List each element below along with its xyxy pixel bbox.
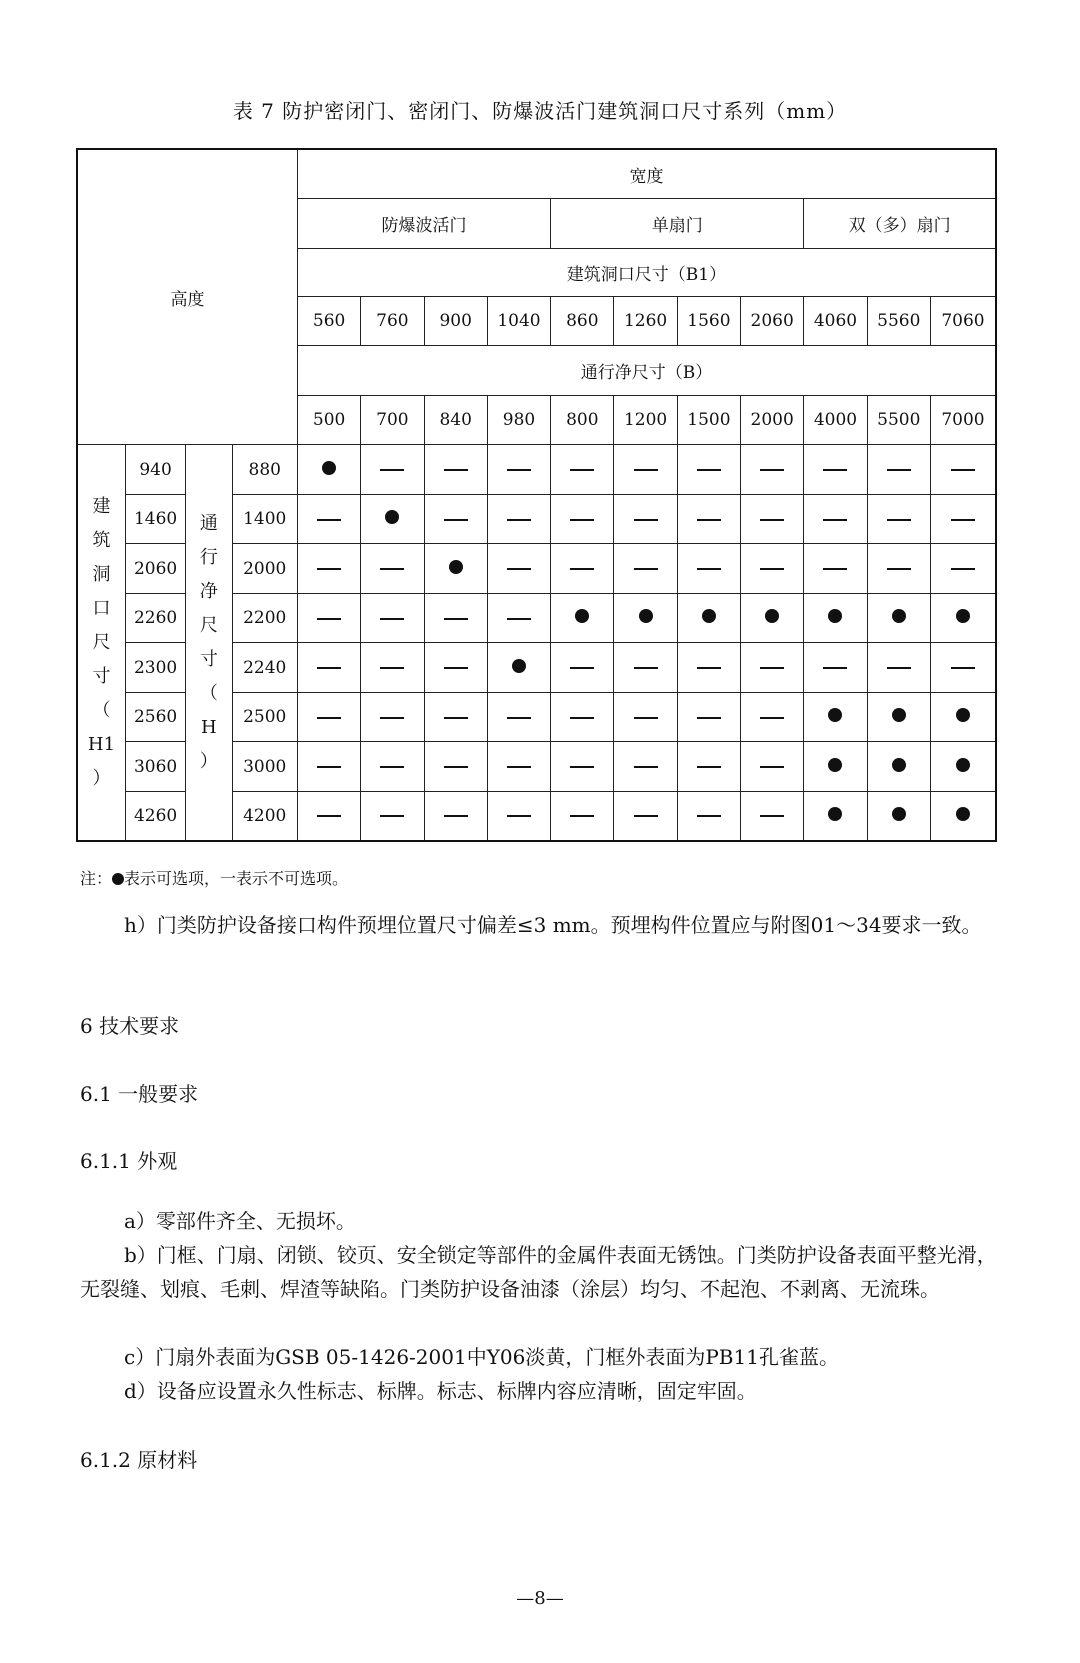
selectable-dot-icon	[828, 708, 842, 722]
not-selectable-dash-icon	[570, 469, 594, 471]
option-cell	[930, 742, 996, 792]
not-selectable-dash-icon	[887, 519, 911, 521]
option-cell	[930, 494, 996, 544]
h1-value: 3060	[126, 742, 186, 792]
option-cell	[804, 445, 867, 495]
selectable-dot-icon	[385, 510, 399, 524]
selectable-dot-icon	[956, 758, 970, 772]
option-cell	[551, 593, 614, 643]
height-header: 高度	[77, 149, 297, 445]
not-selectable-dash-icon	[823, 568, 847, 570]
option-cell	[804, 643, 867, 693]
h1-value: 1460	[126, 494, 186, 544]
h-label-char: （	[199, 682, 218, 704]
option-cell	[297, 593, 360, 643]
option-cell	[741, 742, 804, 792]
b1-value: 5560	[867, 296, 930, 346]
not-selectable-dash-icon	[507, 519, 531, 521]
h-axis-label	[186, 445, 232, 841]
option-cell	[297, 692, 360, 742]
option-cell	[677, 544, 740, 594]
not-selectable-dash-icon	[697, 766, 721, 768]
not-selectable-dash-icon	[760, 766, 784, 768]
h-label-char: 行	[199, 546, 218, 568]
h-label-char: 尺	[199, 614, 218, 636]
option-cell	[487, 791, 550, 841]
option-cell	[677, 593, 740, 643]
h-label-char: ）	[199, 750, 218, 772]
option-cell	[487, 445, 550, 495]
b1-value: 900	[424, 296, 487, 346]
not-selectable-dash-icon	[317, 766, 341, 768]
option-cell	[741, 544, 804, 594]
selectable-dot-icon	[828, 758, 842, 772]
not-selectable-dash-icon	[887, 568, 911, 570]
option-cell	[930, 791, 996, 841]
b-value: 7000	[930, 395, 996, 445]
not-selectable-dash-icon	[697, 815, 721, 817]
not-selectable-dash-icon	[507, 815, 531, 817]
option-cell	[867, 742, 930, 792]
selectable-dot-icon	[828, 807, 842, 821]
option-cell	[804, 544, 867, 594]
option-cell	[677, 494, 740, 544]
option-cell	[867, 692, 930, 742]
option-cell	[804, 593, 867, 643]
paragraph-h-text: h）门类防护设备接口构件预埋位置尺寸偏差≤3 mm。预埋构件位置应与附图01～34要求一致。	[124, 913, 982, 937]
selectable-dot-icon	[765, 609, 779, 623]
selectable-dot-icon	[702, 609, 716, 623]
option-cell	[867, 643, 930, 693]
selectable-dot-icon	[112, 873, 124, 885]
b-value: 1500	[677, 395, 740, 445]
not-selectable-dash-icon	[634, 815, 658, 817]
option-cell	[361, 544, 424, 594]
not-selectable-dash-icon	[634, 667, 658, 669]
b1-value: 1260	[614, 296, 677, 346]
not-selectable-dash-icon	[444, 766, 468, 768]
not-selectable-dash-icon	[380, 766, 404, 768]
not-selectable-dash-icon	[507, 717, 531, 719]
b-value: 980	[487, 395, 550, 445]
option-cell	[551, 445, 614, 495]
option-cell	[424, 742, 487, 792]
not-selectable-dash-icon	[697, 717, 721, 719]
option-cell	[297, 791, 360, 841]
h1-label-char: 寸	[92, 665, 111, 687]
not-selectable-dash-icon	[380, 815, 404, 817]
option-cell	[614, 692, 677, 742]
not-selectable-dash-icon	[760, 667, 784, 669]
b-value: 5500	[867, 395, 930, 445]
b1-value: 560	[297, 296, 360, 346]
option-cell	[614, 643, 677, 693]
not-selectable-dash-icon	[760, 469, 784, 471]
selectable-dot-icon	[892, 609, 906, 623]
table-note	[80, 866, 348, 889]
option-cell	[677, 742, 740, 792]
item-c: c）门扇外表面为GSB 05-1426-2001中Y06淡黄，门框外表面为PB11孔雀蓝。	[124, 1345, 839, 1369]
option-cell	[930, 445, 996, 495]
h1-value: 4260	[126, 791, 186, 841]
h1-label-char: 尺	[92, 631, 111, 653]
note-prefix: 注：	[80, 869, 113, 888]
not-selectable-dash-icon	[697, 568, 721, 570]
not-selectable-dash-icon	[380, 469, 404, 471]
option-cell	[551, 544, 614, 594]
page-number: —8—	[516, 1588, 564, 1609]
section-6-heading: 6 技术要求	[80, 1014, 180, 1038]
b1-value: 7060	[930, 296, 996, 346]
not-selectable-dash-icon	[444, 815, 468, 817]
option-cell	[741, 791, 804, 841]
h1-label-char: 洞	[92, 563, 111, 585]
option-cell	[487, 643, 550, 693]
h1-value: 2300	[126, 643, 186, 693]
h1-value: 940	[126, 445, 186, 495]
h1-label-char: 建	[92, 495, 111, 517]
b1-value: 4060	[804, 296, 867, 346]
not-selectable-dash-icon	[760, 519, 784, 521]
option-cell	[741, 692, 804, 742]
option-cell	[741, 643, 804, 693]
not-selectable-dash-icon	[317, 717, 341, 719]
option-cell	[551, 742, 614, 792]
not-selectable-dash-icon	[570, 766, 594, 768]
h-value: 880	[232, 445, 297, 495]
h1-label-char: 口	[92, 597, 111, 619]
option-cell	[361, 643, 424, 693]
not-selectable-dash-icon	[380, 618, 404, 620]
option-cell	[297, 494, 360, 544]
option-cell	[677, 791, 740, 841]
option-cell	[867, 445, 930, 495]
selectable-dot-icon	[892, 708, 906, 722]
option-cell	[551, 692, 614, 742]
b-value: 1200	[614, 395, 677, 445]
h1-label-char: ）	[92, 767, 111, 789]
option-cell	[741, 593, 804, 643]
option-cell	[487, 544, 550, 594]
group-blast-valve: 防爆波活门	[297, 199, 550, 249]
not-selectable-dash-icon	[317, 815, 341, 817]
not-selectable-dash-icon	[444, 618, 468, 620]
not-selectable-dash-icon	[380, 667, 404, 669]
option-cell	[614, 742, 677, 792]
not-selectable-dash-icon	[444, 519, 468, 521]
option-cell	[614, 494, 677, 544]
option-cell	[297, 742, 360, 792]
not-selectable-dash-icon	[760, 815, 784, 817]
not-selectable-dash-icon	[317, 667, 341, 669]
option-cell	[614, 791, 677, 841]
not-selectable-dash-icon	[570, 667, 594, 669]
selectable-dot-icon	[892, 807, 906, 821]
option-cell	[614, 544, 677, 594]
h1-value: 2060	[126, 544, 186, 594]
option-cell	[930, 593, 996, 643]
option-cell	[930, 643, 996, 693]
selectable-dot-icon	[956, 609, 970, 623]
h1-label-char: 筑	[92, 529, 111, 551]
option-cell	[424, 643, 487, 693]
option-cell	[297, 544, 360, 594]
b1-value: 860	[551, 296, 614, 346]
width-header: 宽度	[297, 149, 996, 199]
option-cell	[297, 445, 360, 495]
selectable-dot-icon	[322, 461, 336, 475]
option-cell	[361, 791, 424, 841]
option-cell	[930, 692, 996, 742]
table-title: 表 7 防护密闭门、密闭门、防爆波活门建筑洞口尺寸系列（mm）	[232, 99, 848, 123]
item-a: a）零部件齐全、无损坏。	[124, 1209, 356, 1233]
h1-label-char: H1	[87, 733, 116, 755]
selectable-dot-icon	[575, 609, 589, 623]
not-selectable-dash-icon	[507, 568, 531, 570]
h-value: 4200	[232, 791, 297, 841]
option-cell	[741, 445, 804, 495]
not-selectable-dash-icon	[697, 469, 721, 471]
not-selectable-dash-icon	[634, 519, 658, 521]
h-label-char: 净	[199, 580, 218, 602]
selectable-dot-icon	[639, 609, 653, 623]
b-value: 840	[424, 395, 487, 445]
not-selectable-dash-icon	[507, 618, 531, 620]
not-selectable-dash-icon	[507, 766, 531, 768]
option-cell	[424, 544, 487, 594]
not-selectable-dash-icon	[951, 469, 975, 471]
option-cell	[424, 593, 487, 643]
not-selectable-dash-icon	[507, 469, 531, 471]
group-single-leaf: 单扇门	[551, 199, 804, 249]
h1-value: 2260	[126, 593, 186, 643]
option-cell	[677, 643, 740, 693]
selectable-dot-icon	[828, 609, 842, 623]
h1-label-char: （	[92, 699, 111, 721]
not-selectable-dash-icon	[951, 519, 975, 521]
item-d: d）设备应设置永久性标志、标牌。标志、标牌内容应清晰，固定牢固。	[124, 1379, 757, 1403]
b1-value: 760	[361, 296, 424, 346]
not-selectable-dash-icon	[444, 667, 468, 669]
h-value: 2500	[232, 692, 297, 742]
option-cell	[614, 593, 677, 643]
h-label-char: 寸	[199, 648, 218, 670]
h-label-char: 通	[199, 512, 218, 534]
h1-value: 2560	[126, 692, 186, 742]
selectable-dot-icon	[892, 758, 906, 772]
item-b: b）门框、门扇、闭锁、铰页、安全锁定等部件的金属件表面无锈蚀。门类防护设备表面平整光滑，无裂缝、划痕、毛刺、焊渣等缺陷。门类防护设备油漆（涂层）均匀、不起泡、不剥离、无流珠。	[80, 1243, 997, 1301]
b-value: 800	[551, 395, 614, 445]
group-double-leaf: 双（多）扇门	[804, 199, 996, 249]
option-cell	[804, 742, 867, 792]
b-value: 500	[297, 395, 360, 445]
not-selectable-dash-icon	[570, 815, 594, 817]
option-cell	[424, 494, 487, 544]
b-value: 700	[361, 395, 424, 445]
section-6-1-1-heading: 6.1.1 外观	[80, 1149, 178, 1173]
not-selectable-dash-icon	[634, 568, 658, 570]
option-cell	[867, 791, 930, 841]
b1-value: 1040	[487, 296, 550, 346]
section-6-1-2-heading: 6.1.2 原材料	[80, 1448, 198, 1472]
option-cell	[614, 445, 677, 495]
not-selectable-dash-icon	[697, 519, 721, 521]
option-cell	[487, 494, 550, 544]
selectable-dot-icon	[956, 708, 970, 722]
option-cell	[424, 692, 487, 742]
not-selectable-dash-icon	[887, 667, 911, 669]
h-value: 2000	[232, 544, 297, 594]
not-selectable-dash-icon	[380, 568, 404, 570]
note-text: 表示可选项，一表示不可选项。	[124, 869, 349, 888]
not-selectable-dash-icon	[444, 469, 468, 471]
not-selectable-dash-icon	[634, 766, 658, 768]
b1-header: 建筑洞口尺寸（B1）	[297, 248, 996, 296]
option-cell	[361, 692, 424, 742]
b-value: 4000	[804, 395, 867, 445]
option-cell	[677, 445, 740, 495]
b1-value: 2060	[741, 296, 804, 346]
option-cell	[741, 494, 804, 544]
option-cell	[677, 692, 740, 742]
not-selectable-dash-icon	[887, 469, 911, 471]
option-cell	[804, 494, 867, 544]
h-value: 2240	[232, 643, 297, 693]
h1-axis-label	[77, 445, 126, 841]
option-cell	[361, 445, 424, 495]
not-selectable-dash-icon	[760, 568, 784, 570]
not-selectable-dash-icon	[634, 717, 658, 719]
b-value: 2000	[741, 395, 804, 445]
not-selectable-dash-icon	[951, 667, 975, 669]
option-cell	[361, 494, 424, 544]
not-selectable-dash-icon	[823, 469, 847, 471]
not-selectable-dash-icon	[760, 717, 784, 719]
not-selectable-dash-icon	[951, 568, 975, 570]
selectable-dot-icon	[512, 659, 526, 673]
option-cell	[424, 445, 487, 495]
option-cell	[551, 494, 614, 544]
b1-value: 1560	[677, 296, 740, 346]
not-selectable-dash-icon	[570, 519, 594, 521]
not-selectable-dash-icon	[570, 717, 594, 719]
option-cell	[487, 593, 550, 643]
option-cell	[361, 742, 424, 792]
option-cell	[867, 494, 930, 544]
not-selectable-dash-icon	[317, 568, 341, 570]
not-selectable-dash-icon	[444, 717, 468, 719]
not-selectable-dash-icon	[634, 469, 658, 471]
h-value: 3000	[232, 742, 297, 792]
option-cell	[930, 544, 996, 594]
option-cell	[804, 692, 867, 742]
option-cell	[361, 593, 424, 643]
option-cell	[804, 791, 867, 841]
selectable-dot-icon	[449, 560, 463, 574]
not-selectable-dash-icon	[317, 618, 341, 620]
h-label-char: H	[200, 716, 217, 738]
table-row	[77, 445, 996, 495]
not-selectable-dash-icon	[317, 519, 341, 521]
not-selectable-dash-icon	[823, 667, 847, 669]
not-selectable-dash-icon	[570, 568, 594, 570]
not-selectable-dash-icon	[380, 717, 404, 719]
option-cell	[424, 791, 487, 841]
option-cell	[551, 791, 614, 841]
option-cell	[487, 692, 550, 742]
selectable-dot-icon	[956, 807, 970, 821]
h-value: 2200	[232, 593, 297, 643]
option-cell	[867, 544, 930, 594]
option-cell	[487, 742, 550, 792]
option-cell	[297, 643, 360, 693]
size-series-table	[76, 148, 997, 842]
b-header: 通行净尺寸（B）	[297, 346, 996, 396]
option-cell	[551, 643, 614, 693]
h-value: 1400	[232, 494, 297, 544]
not-selectable-dash-icon	[697, 667, 721, 669]
option-cell	[867, 593, 930, 643]
not-selectable-dash-icon	[823, 519, 847, 521]
section-6-1-heading: 6.1 一般要求	[80, 1082, 199, 1106]
